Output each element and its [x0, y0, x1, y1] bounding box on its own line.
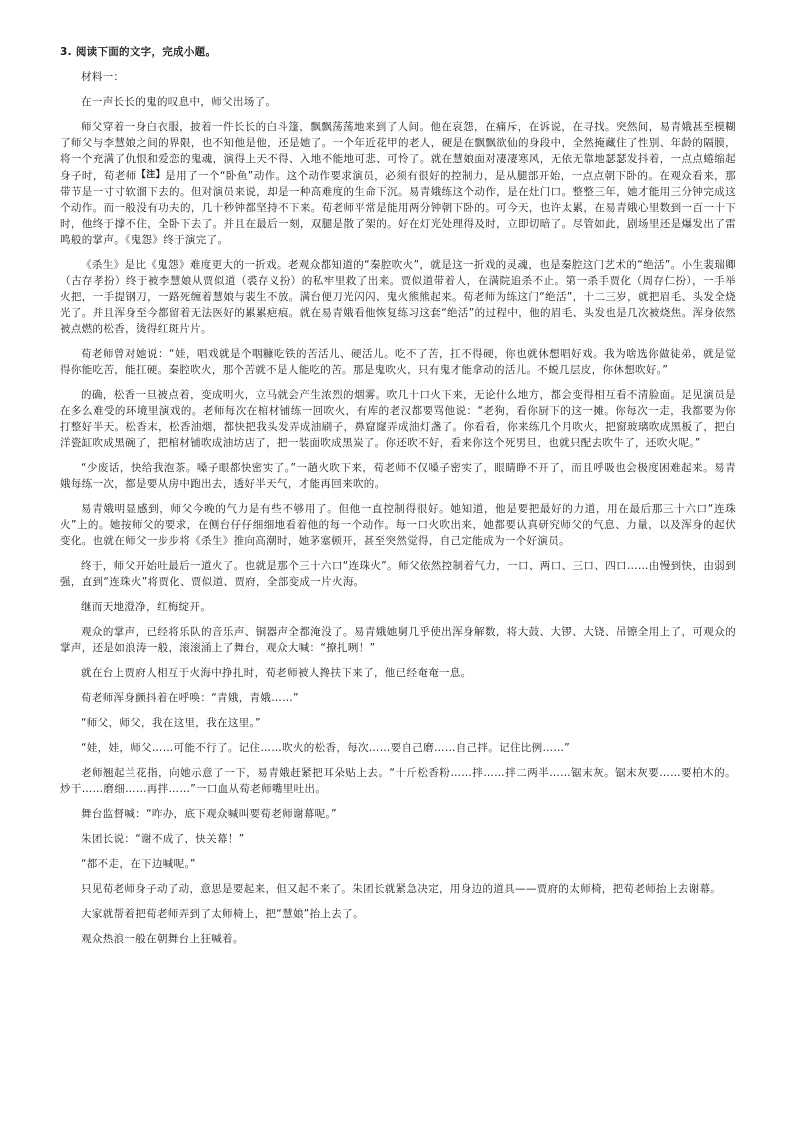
document-page	[60, 44, 736, 956]
paragraph: “娃，娃，师父……可能不行了。记住……吹火的松香，每次……要自己磨……自己拌。记住比例……”	[81, 742, 570, 754]
paragraph: 在一声长长的鬼的叹息中，师父出场了。	[81, 96, 277, 108]
paragraph: “少废话，快给我泡茶。嗓子眼都快密实了。”一趟火吹下来，荀老师不仅嗓子密实了，眼睛睁不开了，而且呼吸也会极度困难起来。易青娥每练一次，都是要从房中跑出去，透好半天气，才能再回来吹的。	[60, 462, 736, 490]
paragraph-text: 师父穿着一身白衣服，披着一件长长的白斗篷，飘飘荡荡地来到了人间。他在哀怨，在痛斥，在诉说，在寻找。突然间，易青娥甚至模糊了师父与李慧娘之间的界限，也不知他是他，还是她了。一个年近花甲的老人，硬是在飘飘欲仙的身段中，全然掩藏住了性别、年龄的隔膜，将一个充满了仇恨和爱恋的鬼魂，演得上天不得、入地不能地可悲、可怜了。就在慧娘面对凄凄寒风，无依无靠地瑟瑟发抖着，一点点蜷缩起身子时，荀老师	[60, 121, 736, 182]
paragraph: “师父，师父，我在这里，我在这里。”	[81, 717, 261, 729]
paragraph: 荀老师曾对她说：“娃，唱戏就是个咽糠吃铁的苦活儿、硬活儿。吃不了苦，扛不得硬，你也就休想唱好戏。我为啥选你做徒弟，就是觉得你能吃苦，能扛硬。秦腔吹火，那个苦就不是人能吃的苦。那是鬼吹火，只有鬼才能拿动的活儿。不蜕几层皮，你休想吹好。”	[60, 348, 736, 376]
paragraph-text: 是用了一个“卧鱼”动作。这个动作要求演员，必须有很好的控制力，是从腿部开始，一点点朝下卧的。在观众看来，那带节是一寸寸软溜下去的。但对演员来说，却是一种高难度的生命下沉。易青娥练这个动作，是在灶门口。整整三年，她才能用三分钟完成这个动作。而一般没有功夫的，几十秒钟都坚持不下来。荀老师平常是能用两分钟朝下卧的。可今天，也许太累，在易青娥心里数到一百一十下时，他终于撑不住，全卧下去了。并且在最后一刻，双腿是散了架的。好在灯光处理得及时，立即切暗了。尽管如此，剧场里还是爆发出了雷鸣般的掌声。《鬼怨》终于演完了。	[60, 170, 736, 246]
annotation-marker: 【注】	[136, 170, 166, 180]
paragraph: 朱团长说：“谢不成了，快关幕！”	[81, 833, 245, 845]
paragraph: “都不走，在下边喊呢。”	[81, 858, 196, 870]
paragraph: 舞台监督喊：“咋办，底下观众喊叫要荀老师谢幕呢。”	[81, 808, 337, 820]
paragraph: 老师翘起兰花指，向她示意了一下，易青娥赶紧把耳朵贴上去。“十斤松香粉……拌……拌二两半……锯末灰。锯末灰要……要柏木的。炒干……磨细……再拌……”一口血从荀老师嘴里吐出。	[60, 767, 736, 795]
paragraph: 的确，松香一旦被点着，变成明火，立马就会产生浓烈的烟雾。吹几十口火下来，无论什么地方，都会变得相互看不清脸面。足见演员是在多么难受的环境里演戏的。老师每次在棺材铺练一回吹火，有库的老汉都要骂他说：“老狗，看你厨下的这一摊。你每次一走，我都要为你打整好半天。松香末，松香油烟，都快把我头发弄成油刷子，鼻窟窿弄成油灯盏了。你看看，你来练几个月吹火，把窗玻璃吹成黑板了，把白洋瓷缸吹成黑碗了，把棺材铺吹成油坊店了，把一装面吹成黑炭了。你还吹不好，看来你这个死男旦，也就只配去吹牛了，还吹火呢。”	[60, 389, 736, 449]
paragraph: 《杀生》是比《鬼怨》难度更大的一折戏。老观众都知道的“秦腔吹火”，就是这一折戏的灵魂，也是秦腔这门艺术的“绝活”。小生裴瑞卿（古存孝扮）终于被李慧娘从贾似道（裘存义扮）的私牢里救了出来。贾似道带着人，在满院追杀不止。第一杀手贾化（周存仁扮），一手举火把，一手提钢刀，一路死缠着慧娘与裴生不放。满台便刀光闪闪、鬼火熊熊起来。荀老师为练这门“绝活”，十二三岁，就把眉毛、头发全烧光了。并且浑身至今都留着无法医好的累累疤痕。就在易青娥看他恢复练习这套“绝活”的过程中，他的眉毛、头发也是几次被烧焦。浑身依然被点燃的松香，烫得红斑片片。	[60, 259, 736, 335]
paragraph: 大家就帮着把荀老师弄到了太师椅上，把“慧娘”抬上去了。	[81, 908, 364, 920]
paragraph: 观众的掌声，已经将乐队的音乐声、铜器声全都淹没了。易青娥她舅几乎使出浑身解数，将大鼓、大锣、大铙、吊镲全用上了，可观众的掌声，还是如浪涛一般，滚滚涌上了舞台，观众大喊：“撩扎咧！”	[60, 626, 736, 654]
paragraph: 荀老师浑身颤抖着在呼唤：“青娥，青娥……”	[81, 692, 299, 704]
paragraph: 易青娥明显感到，师父今晚的气力是有些不够用了。但他一直控制得很好。她知道，他是要把最好的力道，用在最后那三十六口“连珠火”上的。她按师父的要求，在侧台仔仔细细地看着他的每一个动作。每一口火吹出来，她都要认真研究师父的气息、力量，以及浑身的起伏变化。也就在师父一步步将《杀生》推向高潮时，她茅塞顿开，甚至突然觉得，自己定能成为一个好演员。	[60, 503, 736, 547]
paragraph: 继而天地澄净，红梅绽开。	[81, 601, 212, 613]
paragraph: 只见荀老师身子动了动，意思是要起来，但又起不来了。朱团长就紧急决定，用身边的道具——贾府的太师椅，把荀老师抬上去谢幕。	[81, 883, 722, 895]
material-label: 材料一：	[81, 71, 125, 83]
paragraph: 就在台上贾府人相互于火海中挣扎时，荀老师被人搀扶下来了，他已经奄奄一息。	[81, 667, 472, 679]
paragraph	[60, 119, 736, 248]
question-title: 3. 阅读下面的文字，完成小题。	[60, 46, 217, 58]
paragraph: 终于，师父开始吐最后一道火了。也就是那个三十六口“连珠火”。师父依然控制着气力，一口、两口、三口、四口……由慢到快，由弱到强，直到“连珠火”将贾化、贾似道、贾府，全部变成一片火海。	[60, 560, 736, 588]
paragraph: 观众热浪一般在朝舞台上狂喊着。	[81, 933, 244, 945]
